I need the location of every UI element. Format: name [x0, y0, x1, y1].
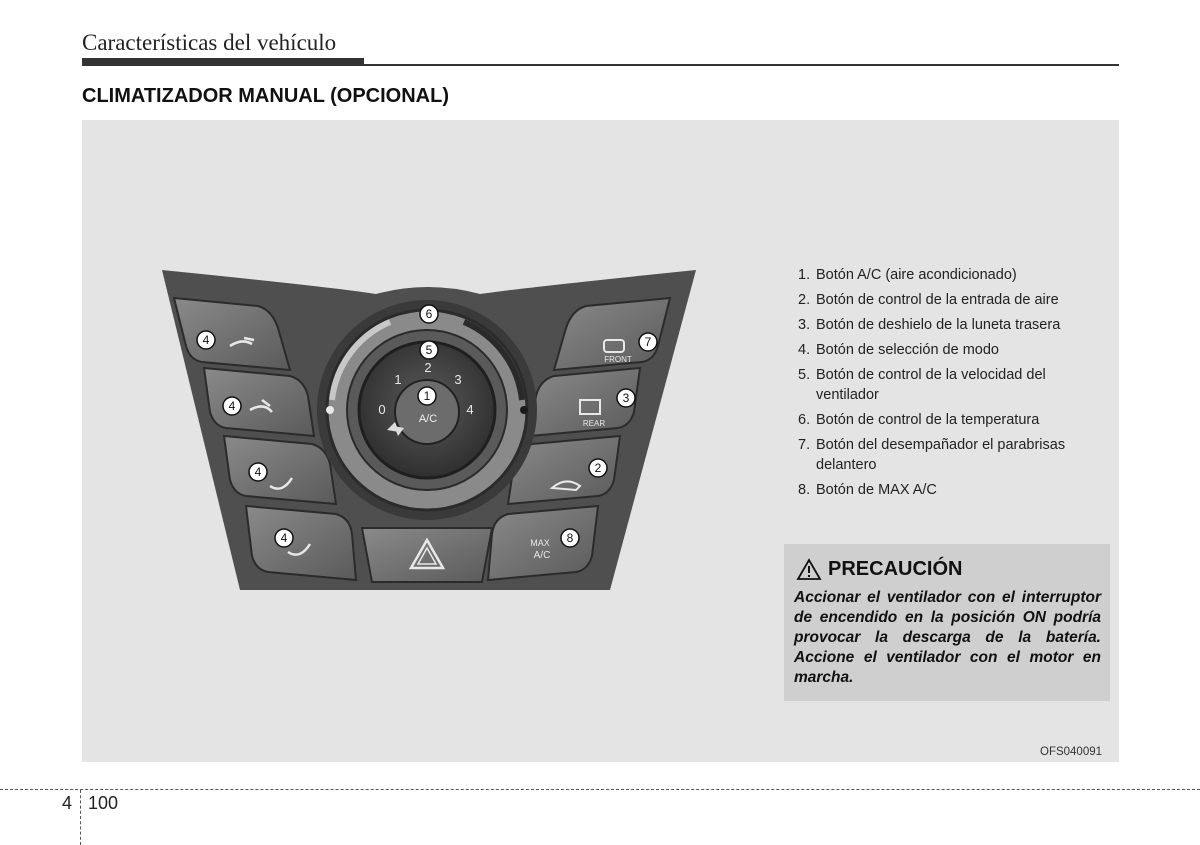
callout-dial-3: 1 [423, 389, 431, 403]
page-chapter: 4 [62, 793, 73, 813]
dial [317, 300, 537, 520]
dial-scale-3: 3 [454, 372, 462, 387]
legend-item: 4. Botón de selección de modo [798, 342, 999, 358]
legend-item: 7. Botón del desempañador el parabrisas delantero [798, 437, 1066, 473]
header-rule [364, 64, 1119, 66]
dial-scale-0: 0 [378, 402, 386, 417]
callout-right-3: 2 [594, 461, 602, 475]
callout-left-4: 4 [280, 531, 288, 545]
dial-scale-4: 4 [466, 402, 474, 417]
legend-item: 5. Botón de control de la velocidad del ventilador [798, 367, 1046, 403]
rear-label: REAR [582, 419, 606, 428]
warning-icon [796, 558, 822, 581]
callout-left-2: 4 [228, 399, 236, 413]
legend-list [798, 265, 1098, 505]
max-ac-label: A/C [533, 550, 551, 561]
callout-right-4: 8 [566, 531, 574, 545]
max-label: MAX [530, 538, 550, 548]
callout-right-1: 7 [644, 335, 652, 349]
front-label: FRONT [604, 355, 632, 364]
callout-dial-2: 5 [425, 343, 433, 357]
legend-item: 3. Botón de deshielo de la luneta trasera [798, 317, 1061, 333]
callout-left-3: 4 [254, 465, 262, 479]
callout-left-1: 4 [202, 333, 210, 347]
legend-item: 1. Botón A/C (aire acondicionado) [798, 267, 1017, 283]
legend-item: 2. Botón de control de la entrada de aire [798, 292, 1059, 308]
callout-right-2: 3 [622, 391, 630, 405]
hazard-button [362, 528, 492, 582]
legend-item: 6. Botón de control de la temperatura [798, 412, 1040, 428]
caution-title: PRECAUCIÓN [828, 558, 963, 580]
caution-box [784, 544, 1110, 701]
figure-code: OFS040091 [1040, 746, 1103, 758]
footer-dashed-rule [0, 789, 1200, 790]
caution-text: Accionar el ventilador con el interruptor de encendido en la posición ON podría provocar la descarga de la batería. Accione el ventilador con el motor en marcha. [794, 589, 1101, 686]
dial-scale-2: 2 [424, 360, 432, 375]
section-title: CLIMATIZADOR MANUAL (OPCIONAL) [82, 85, 449, 107]
header-title: Características del vehículo [82, 30, 337, 55]
climate-control-panel-illustration [140, 250, 704, 606]
caution-header [796, 558, 962, 581]
dial-scale-1: 1 [394, 372, 402, 387]
header-bar [82, 58, 364, 66]
ac-label: A/C [418, 413, 438, 425]
legend-item: 8. Botón de MAX A/C [798, 482, 937, 498]
callout-dial-1: 6 [425, 307, 433, 321]
footer-dashed-divider [80, 790, 81, 845]
page-number: 100 [88, 793, 119, 813]
